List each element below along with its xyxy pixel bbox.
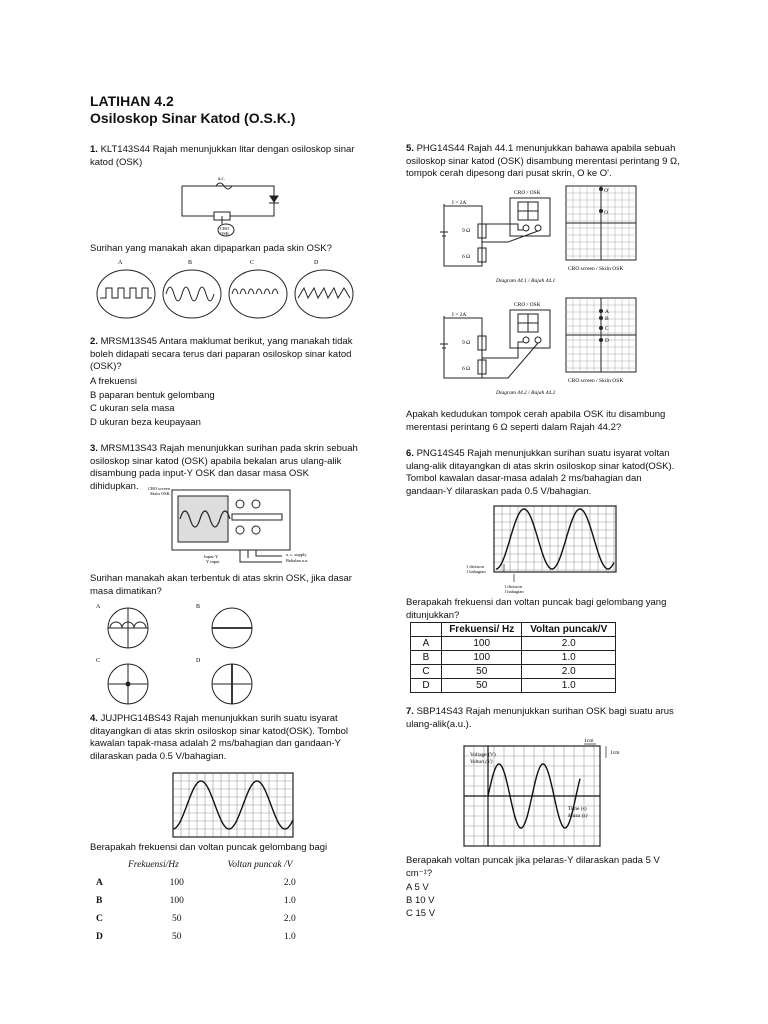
table-row[interactable]: D 50 1.0 [411, 679, 616, 693]
question-4-prompt: Berapakah frekuensi dan voltan puncak gelombang bagi [90, 842, 328, 853]
table-row[interactable]: C 50 2.0 [96, 914, 296, 924]
q7-option-a[interactable]: A 5 V [406, 882, 429, 893]
q1-options-traces [92, 258, 360, 320]
q5-fig1-oprime: O' [604, 188, 609, 194]
q5-fig1-cro: CRO / OSK [514, 190, 541, 196]
q5-point-b: B [605, 316, 609, 322]
title-line1: LATIHAN 4.2 [90, 93, 174, 109]
question-7-prompt: Berapakah voltan puncak jika pelaras-Y dilaraskan pada 5 V cm⁻¹? [406, 855, 660, 879]
q1-fig-cro-label: CRO [220, 226, 230, 231]
q2-option-a[interactable]: A frekuensi [90, 376, 137, 387]
q5-fig1-o: O [604, 210, 608, 216]
q5-circuit-diagrams [438, 184, 668, 406]
q5-fig2-r1: 9 Ω [462, 340, 471, 346]
q6-fig-div-v: 1 division [466, 564, 484, 569]
q1-option-d-label: D [314, 260, 319, 266]
q4-header-frequency: Frekuensi/Hz [128, 860, 179, 870]
question-5-text: 5. PHG14S44 Rajah 44.1 menunjukkan bahawa apabila sebuah osiloskop sinar katod (OSK) disambung merentasi perintang 9 Ω, tompok cerah dipesong dari pusat skrin, O ke O'. [406, 143, 680, 179]
q3-option-a-label: A [96, 604, 101, 610]
q7-option-b[interactable]: B 10 V [406, 895, 435, 906]
q7-fig-masa: Masa (s) [568, 813, 588, 819]
question-3-text: 3. MRSM13S43 Rajah menunjukkan surihan pada skrin sebuah osiloskop sinar katod (OSK) apabila bekalan arus ulang-alik disambung pada input-Y OSK dan dasar masa OSK dihidupkan. [90, 443, 358, 492]
q4-header-voltage: Voltan puncak /V [227, 860, 293, 870]
q3-option-c-label: C [96, 658, 101, 664]
question-1-text: 1. KLT143S44 Rajah menunjukkan litar dengan osiloskop sinar katod (OSK) [90, 144, 355, 168]
q3-fig-input2-label: Y input [206, 559, 220, 564]
q3-option-b-label: B [196, 604, 201, 610]
table-row[interactable]: A 100 2.0 [96, 878, 296, 888]
q5-point-c: C [605, 326, 609, 332]
question-6-prompt: Berapakah frekuensi dan voltan puncak bagi gelombang yang ditunjukkan? [406, 597, 667, 621]
question-5-prompt: Apakah kedudukan tompok cerah apabila OSK itu disambung merentasi perintang 6 Ω seperti dalam Rajah 44.2? [406, 409, 666, 433]
q5-fig1-current: I = 2A [452, 200, 467, 206]
q6-wave-grid [464, 504, 620, 596]
question-2-text: 2. MRSM13S45 Antara maklumat berikut, yang manakah tidak boleh didapati secara terus dari paparan osiloskop sinar katod (OSK)? [90, 336, 353, 372]
question-2-options [90, 375, 358, 429]
q4-wave-grid [172, 772, 294, 838]
q7-fig-time: Time (s) [568, 806, 587, 812]
question-1-prompt: Surihan yang manakah akan dipaparkan pada skin OSK? [90, 243, 332, 254]
q5-fig1-caption: Diagram 44.1 / Rajah 44.1 [496, 278, 556, 284]
q5-fig2-r2: 6 Ω [462, 366, 471, 372]
q7-fig-1cm-v: 1cm [610, 750, 620, 756]
q1-fig-ac-label: a.c. [218, 177, 225, 182]
q3-fig-input-label: Input-Y [204, 554, 219, 559]
table-row[interactable]: C 50 2.0 [411, 665, 616, 679]
q6-answer-table [410, 622, 616, 693]
q3-option-d-label: D [196, 658, 201, 664]
q5-point-d: D [605, 338, 609, 344]
q5-fig2-cro: CRO / OSK [514, 302, 541, 308]
q1-circuit-diagram [178, 172, 280, 238]
q7-option-c[interactable]: C 15 V [406, 908, 436, 919]
page-title [90, 93, 295, 127]
q3-fig-supply2-label: Bekalan a.u. [286, 558, 309, 563]
q3-fig-screen2-label: Skrin OSK [150, 491, 170, 496]
q3-cro-diagram [144, 484, 324, 570]
q5-fig2-caption: Diagram 44.2 / Rajah 44.2 [496, 390, 556, 396]
q1-option-b-label: B [188, 260, 193, 266]
q1-fig-osk-label: OSK [220, 231, 230, 236]
question-4-text: 4. JUJPHG14BS43 Rajah menunjukkan surih suatu isyarat ditayangkan di atas skrin osiloskop sinar katod(OSK). Tombol kawalan tapak-masa adalah 2 ms/bahagian dan gandaan-Y dilaraskan pada 0.5 V/bahagian. [90, 713, 349, 762]
question-7-options [406, 881, 682, 920]
q3-options-traces [92, 600, 272, 710]
q4-answer-table [94, 855, 354, 947]
q7-fig-1cm-h: 1cm [584, 738, 594, 744]
q5-fig1-r2: 6 Ω [462, 254, 471, 260]
table-row[interactable]: B 100 1.0 [96, 896, 296, 906]
q6-header-voltage: Voltan puncak/V [522, 623, 616, 637]
table-row[interactable]: A 100 2.0 [411, 637, 616, 651]
question-7-text: 7. SBP14S43 Rajah menunjukkan surihan OSK bagi suatu arus ulang-alik(a.u.). [406, 706, 674, 730]
q1-option-a-label: A [118, 260, 123, 266]
table-row[interactable]: B 100 1.0 [411, 651, 616, 665]
table-row[interactable]: D 50 1.0 [96, 932, 296, 942]
q6-fig-div-h2: 1 bahagian [504, 589, 524, 594]
q3-fig-supply-label: a. c. supply [286, 552, 307, 557]
q6-fig-div-v2: 1 bahagian [466, 569, 486, 574]
q5-fig1-r1: 9 Ω [462, 228, 471, 234]
q5-fig1-screen: CRO screen / Skrin OSK [568, 266, 624, 272]
title-line2: Osiloskop Sinar Katod (O.S.K.) [90, 110, 296, 126]
q6-header-frequency: Frekuensi/ Hz [442, 623, 522, 637]
q5-fig2-screen: CRO screen / Skrin OSK [568, 378, 624, 384]
q6-fig-div-h: 1 division [504, 584, 522, 589]
q1-option-c-label: C [250, 260, 255, 266]
q2-option-d[interactable]: D ukuran beza keupayaan [90, 416, 201, 428]
q7-wave-grid [460, 738, 636, 850]
q7-fig-voltan: Voltan (V) [470, 759, 493, 765]
question-3-prompt: Surihan manakah akan terbentuk di atas skrin OSK, jika dasar masa dimatikan? [90, 573, 352, 597]
q5-fig2-current: I = 2A [452, 312, 467, 318]
q2-option-b[interactable]: B paparan bentuk gelombang [90, 389, 215, 401]
question-6-text: 6. PNG14S45 Rajah menunjukkan surihan suatu isyarat voltan ulang-alik ditayangkan di atas skrin osiloskop sinar katod(OSK). Tombol kawalan dasar-masa adalah 2 ms/bahagian dan gandaan-Y dilaraskan pada 0.5 V/bahagian. [406, 448, 675, 497]
q5-point-a: A [605, 309, 609, 315]
q7-fig-voltage: Voltage (V) [470, 752, 496, 758]
q2-option-c[interactable]: C ukuran sela masa [90, 403, 175, 414]
q3-fig-screen-label: CRO screen [148, 486, 170, 491]
